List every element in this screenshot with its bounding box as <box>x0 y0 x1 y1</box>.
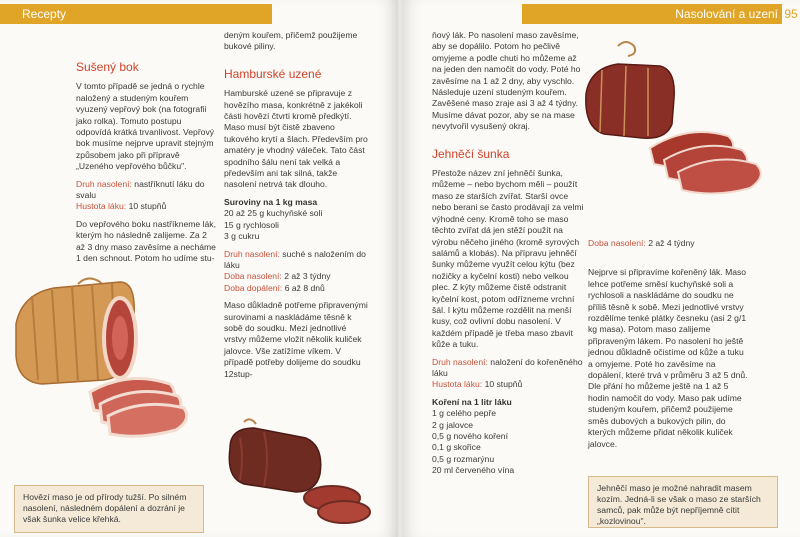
druh-value: naložení do kořeněného láku <box>432 356 583 378</box>
doba-value: 2 až 3 týdny <box>284 271 331 282</box>
druh-label: Druh nasolení: <box>224 248 280 259</box>
recipe-title-hamburske-uzene: Hamburské uzené <box>224 66 322 81</box>
jehneci-druh <box>432 357 584 380</box>
string-loop <box>618 42 635 56</box>
ingredients-title: Suroviny na 1 kg masa <box>224 196 318 207</box>
right-tip-text: Jehněčí maso je možné nahradit masem kozím. Jedná-li se však o maso ze starších samců, pak může být nepříjemně cítit „kozlovinou". <box>597 483 761 526</box>
lamb-ham-piece <box>586 64 674 138</box>
right-tip-box <box>588 476 778 528</box>
suseny-bok-intro: V tomto případě se jedná o rychle naložený a studeným kouřem vyuzený vepřový bok (na fotografii jako rolka). Tomuto postupu odpovídá krátká trvanlivost. Vepřový bok musíme nejprve upravit stejným způsobem jako při přípravě „Uzeného vepřového bůčku". <box>76 81 215 172</box>
bacon-slices <box>90 379 187 437</box>
left-column-2 <box>224 30 370 386</box>
string-loop <box>244 419 256 424</box>
right-column-2 <box>588 238 748 456</box>
jehneci-body: Nejprve si připravíme kořeněný lák. Maso lehce potřeme směsí kuchyňské soli a rychlosoli a naskládáme do soudku ne příliš těsně k sobě. Mezi jednotlivé vrstvy rozdělíme tenké plátky česneku (asi 2 g/1 kg masa). Potom maso zalijeme připraveným lákem. Po nasolení ho ještě jednou důkladně očistíme od kůže a tuku a omyjeme. Poté ho zavěsíme na dopálení, které trvá v průměru 3 až 5 dnů. Dle přání ho můžeme ještě na 1 až 5 hodin namočit do vody. Maso pak udíme studeným kouřem, přičemž použijeme směs dubových a bukových pilin, do kterých můžeme přidat několik kuliček jalovce. <box>588 267 748 449</box>
spice-item: 20 ml červeného vína <box>432 465 515 476</box>
suseny-bok-body: Do vepřového boku nastříkneme lák, kterým ho následně zalijeme. Za 2 až 3 dny maso zavěsíme a necháme 1 den schnout. Potom ho udíme stu- <box>76 218 216 264</box>
doba-label: Doba nasolení: <box>588 238 646 248</box>
druh-label: Druh nasolení: <box>432 356 488 367</box>
hustota-label: Hustota láku: <box>76 201 127 212</box>
left-tip-text: Hovězí maso je od přírody tužší. Po silném nasolení, následném dopálení a dozrání je však šunka velice křehká. <box>23 492 187 524</box>
spices-list <box>432 408 584 476</box>
pork-belly-roll-photo <box>8 272 208 442</box>
recipe-title-jehneci-sunka: Jehněčí šunka <box>432 146 510 161</box>
right-column-1 <box>432 30 584 477</box>
suseny-bok-druh <box>76 179 218 202</box>
roll-cut-center <box>112 316 128 360</box>
spice-item: 0,5 g rozmarýnu <box>432 453 495 464</box>
hustota-value: 10 stupňů <box>128 201 167 212</box>
left-tip-box <box>14 485 204 533</box>
suseny-bok-hustota <box>76 201 218 212</box>
jehneci-doba <box>588 238 748 249</box>
lamb-ham-slices <box>650 132 761 194</box>
beef-slices <box>304 486 370 523</box>
doba-value: 2 až 4 týdny <box>648 238 695 248</box>
doba-label: Doba nasolení: <box>224 271 282 282</box>
beef-piece <box>229 428 320 492</box>
ingredients-list <box>224 208 370 242</box>
jehneci-hustota <box>432 379 584 390</box>
lamb-ham-photo <box>578 40 778 200</box>
dopaleni-label: Doba dopálení: <box>224 282 283 293</box>
ingredient-item: 3 g cukru <box>224 231 260 242</box>
hustota-label: Hustota láku: <box>432 379 483 390</box>
hustota-value: 10 stupňů <box>484 379 523 390</box>
dopaleni-value: 6 až 8 dnů <box>284 282 325 293</box>
hamburske-druh <box>224 249 370 272</box>
spice-item: 2 g jalovce <box>432 419 474 430</box>
left-column-1 <box>76 62 218 271</box>
jehneci-intro: Přestože název zní jehněčí šunka, můžeme – nebo bychom měli – použít maso ze starších zvířat. Starší ovce nebo berani se často prodávají za velmi výhodné ceny. Kromě toho se maso těchto zvířat dá jen stěží použít na výrobu něčeho jiného (kromě syrových salámů a klobás). Na přípravu jehněčí šunky můžeme využít celou kýtu (bez nožičky a kyčelní kosti) nebo velkou plec. Z kýty můžeme čistě odstranit kyčelní kost, potom odřízneme vrchní šál. I kýtu můžeme rozdělit na menší kusy, což ovlivní dobu nasolení. V každém případě je třeba maso zbavit kůže a tuku. <box>432 168 584 350</box>
ingredient-item: 15 g rychlosoli <box>224 219 279 230</box>
recipe-title-suseny-bok: Sušený bok <box>76 60 139 74</box>
spices-title: Koření na 1 litr láku <box>432 396 512 407</box>
right-page-number: 95 <box>782 4 800 24</box>
hamburske-continuation: deným kouřem, přičemž použijeme bukové piliny. <box>224 30 358 52</box>
druh-value: suché s naložením do láku <box>224 248 366 270</box>
hamburg-smoked-beef-photo <box>214 418 374 528</box>
hamburske-doba <box>224 271 370 282</box>
hamburske-intro: Hamburské uzené se připravuje z hovězího masa, konkrétně z jakékoli části hovězí čtvrti kromě předkýtí. Maso musí být čistě zbaveno tukového krytí a šlach. Především pro amatéry je vhodný váleček. Tato část spodního šálu není tak velká a především ani tak silná, takže nasolení netrvá tak dlouho. <box>224 88 368 190</box>
hamburske-dopaleni <box>224 283 370 294</box>
spice-item: 0,5 g nového koření <box>432 431 508 441</box>
druh-label: Druh nasolení: <box>76 178 132 189</box>
left-page <box>0 0 398 537</box>
spice-item: 1 g celého pepře <box>432 408 497 419</box>
right-continuation: ňový lák. Po nasolení maso zavěsíme, aby se dopálilo. Potom ho pečlivě omyjeme a podle chuti ho můžeme až na jeden den namočit do vody. Poté ho zavěsíme na 1 až 2 dny, aby vyschlo. Následuje uzení studeným kouřem. Zavěšené maso zraje asi 3 až 4 týdny. Musíme dávat pozor, aby se na mase nevytvořil vysušený okraj. <box>432 30 581 132</box>
hamburske-body: Maso důkladně potřeme připravenými surovinami a naskládáme těsně k sobě do soudku. Mezi jednotlivé vrstvy můžeme vložit několik kuliček jalovce. Vše zatížíme víkem. V případě potřeby dolijeme do soudku 12stup- <box>224 300 368 379</box>
left-section-header: Recepty <box>0 4 272 24</box>
right-page <box>402 0 800 537</box>
ingredient-item: 20 až 25 g kuchyňské soli <box>224 208 323 219</box>
spice-item: 0,1 g skořice <box>432 442 481 453</box>
right-section-header: Nasolování a uzení <box>522 4 800 24</box>
druh-value: nastříknutí láku do svalu <box>76 178 205 201</box>
